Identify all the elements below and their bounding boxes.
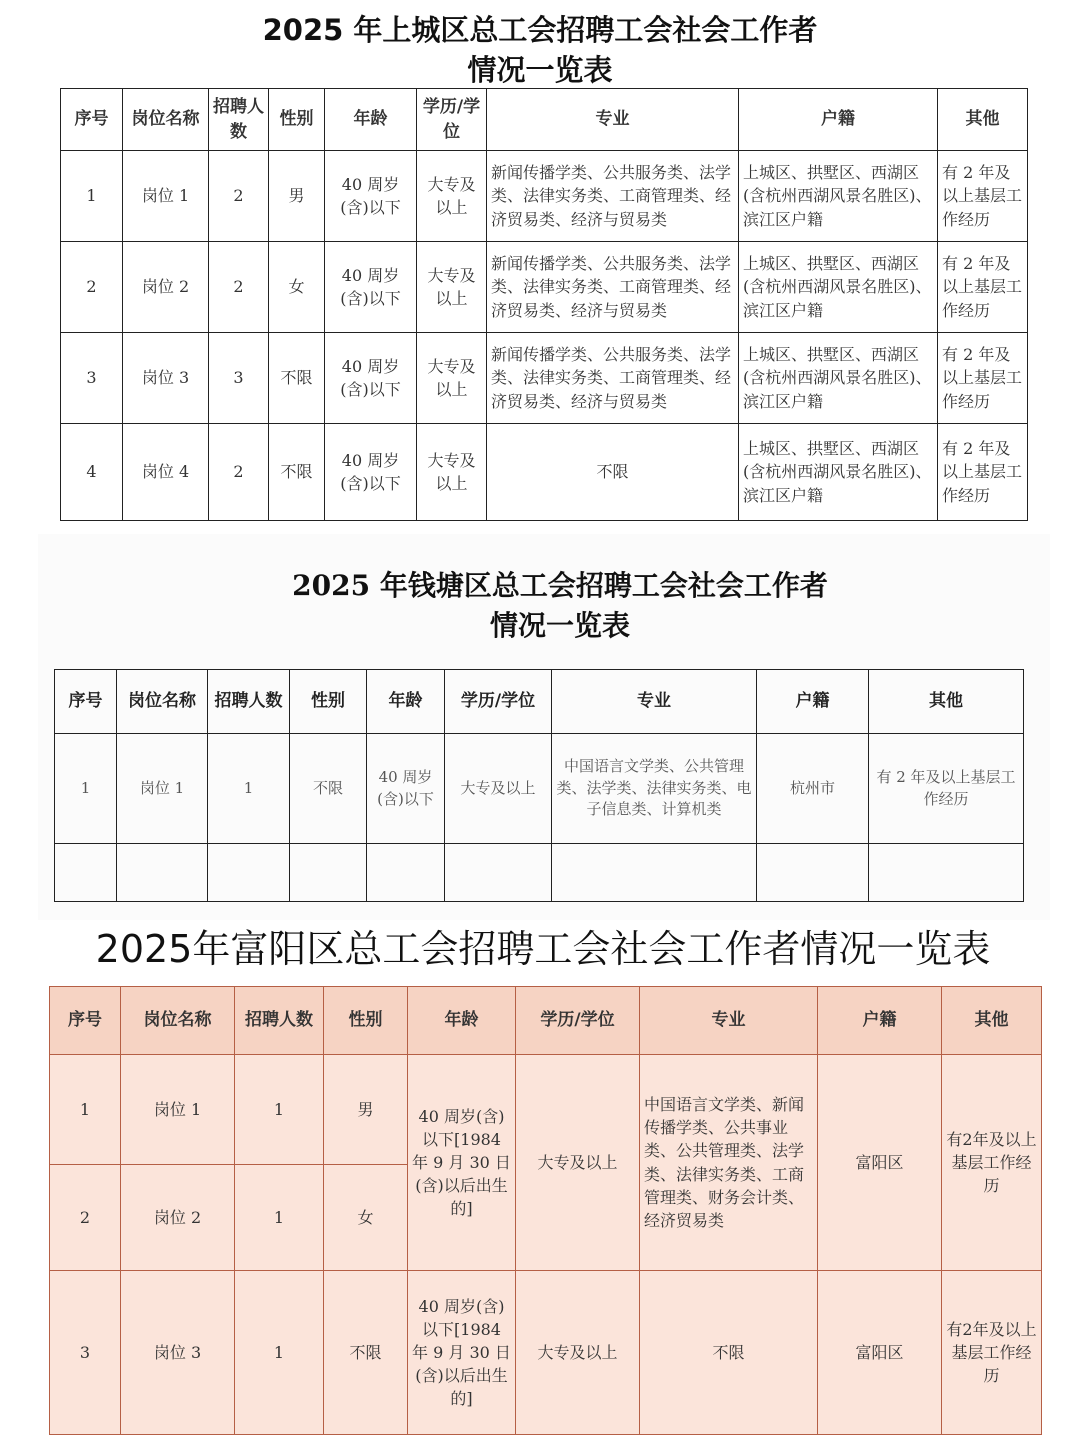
cell-empty bbox=[55, 844, 117, 902]
cell-count: 1 bbox=[208, 734, 290, 844]
header-education: 学历/学位 bbox=[445, 670, 552, 734]
header-position: 岗位名称 bbox=[117, 670, 208, 734]
cell-hukou: 上城区、拱墅区、西湖区(含杭州西湖风景名胜区)、滨江区户籍 bbox=[739, 424, 938, 521]
table-row bbox=[61, 151, 1028, 242]
header-education: 学历/学位 bbox=[417, 89, 487, 151]
cell-major: 新闻传播学类、公共服务类、法学类、法律实务类、工商管理类、经济贸易类、经济与贸易类 bbox=[487, 151, 739, 242]
cell-count: 1 bbox=[235, 1165, 324, 1271]
shangcheng-title-line1: 2025 年上城区总工会招聘工会社会工作者 bbox=[262, 13, 818, 47]
cell-other: 有2年及以上基层工作经历 bbox=[942, 1055, 1042, 1271]
cell-gender: 不限 bbox=[269, 333, 325, 424]
cell-empty bbox=[552, 844, 757, 902]
cell-major: 新闻传播学类、公共服务类、法学类、法律实务类、工商管理类、经济贸易类、经济与贸易类 bbox=[487, 333, 739, 424]
cell-count: 1 bbox=[235, 1271, 324, 1435]
cell-gender: 不限 bbox=[324, 1271, 408, 1435]
cell-position: 岗位 1 bbox=[123, 151, 209, 242]
cell-education: 大专及以上 bbox=[417, 151, 487, 242]
header-position: 岗位名称 bbox=[121, 987, 235, 1055]
header-education: 学历/学位 bbox=[516, 987, 640, 1055]
cell-empty bbox=[208, 844, 290, 902]
table-row bbox=[50, 1055, 1042, 1165]
cell-seq: 1 bbox=[55, 734, 117, 844]
header-major: 专业 bbox=[640, 987, 818, 1055]
cell-age: 40 周岁(含)以下 bbox=[367, 734, 445, 844]
cell-age: 40 周岁(含)以下 bbox=[325, 151, 417, 242]
header-seq: 序号 bbox=[55, 670, 117, 734]
shangcheng-title bbox=[0, 10, 1080, 90]
cell-empty bbox=[117, 844, 208, 902]
qiantang-title-line2: 情况一览表 bbox=[489, 609, 630, 642]
cell-education: 大专及以上 bbox=[417, 424, 487, 521]
cell-seq: 3 bbox=[50, 1271, 121, 1435]
header-gender: 性别 bbox=[324, 987, 408, 1055]
cell-position: 岗位 1 bbox=[121, 1055, 235, 1165]
header-position: 岗位名称 bbox=[123, 89, 209, 151]
cell-age: 40 周岁(含)以下[1984 年 9 月 30 日(含)以后出生的] bbox=[408, 1055, 516, 1271]
table-row bbox=[61, 242, 1028, 333]
cell-education: 大专及以上 bbox=[516, 1055, 640, 1271]
cell-count: 1 bbox=[235, 1055, 324, 1165]
cell-age: 40 周岁(含)以下 bbox=[325, 333, 417, 424]
header-seq: 序号 bbox=[50, 987, 121, 1055]
cell-major: 中国语言文学类、新闻传播学类、公共事业类、公共管理类、法学类、法律实务类、工商管理类、财务会计类、经济贸易类 bbox=[640, 1055, 818, 1271]
cell-position: 岗位 3 bbox=[123, 333, 209, 424]
cell-hukou: 上城区、拱墅区、西湖区(含杭州西湖风景名胜区)、滨江区户籍 bbox=[739, 333, 938, 424]
table-row bbox=[61, 424, 1028, 521]
header-other: 其他 bbox=[869, 670, 1024, 734]
cell-major: 不限 bbox=[487, 424, 739, 521]
header-major: 专业 bbox=[552, 670, 757, 734]
header-major: 专业 bbox=[487, 89, 739, 151]
cell-seq: 1 bbox=[50, 1055, 121, 1165]
header-count: 招聘人数 bbox=[235, 987, 324, 1055]
header-other: 其他 bbox=[938, 89, 1028, 151]
cell-hukou: 富阳区 bbox=[818, 1271, 942, 1435]
cell-hukou: 富阳区 bbox=[818, 1055, 942, 1271]
cell-seq: 2 bbox=[50, 1165, 121, 1271]
cell-education: 大专及以上 bbox=[417, 333, 487, 424]
cell-major: 不限 bbox=[640, 1271, 818, 1435]
header-count: 招聘人数 bbox=[209, 89, 269, 151]
cell-education: 大专及以上 bbox=[516, 1271, 640, 1435]
header-seq: 序号 bbox=[61, 89, 123, 151]
header-age: 年龄 bbox=[325, 89, 417, 151]
cell-hukou: 杭州市 bbox=[757, 734, 869, 844]
cell-empty bbox=[290, 844, 367, 902]
cell-education: 大专及以上 bbox=[417, 242, 487, 333]
cell-empty bbox=[445, 844, 552, 902]
cell-age: 40 周岁(含)以下[1984 年 9 月 30 日(含)以后出生的] bbox=[408, 1271, 516, 1435]
cell-hukou: 上城区、拱墅区、西湖区(含杭州西湖风景名胜区)、滨江区户籍 bbox=[739, 242, 938, 333]
cell-gender: 不限 bbox=[269, 424, 325, 521]
header-count: 招聘人数 bbox=[208, 670, 290, 734]
cell-gender: 女 bbox=[269, 242, 325, 333]
shangcheng-table bbox=[60, 88, 1028, 521]
cell-seq: 4 bbox=[61, 424, 123, 521]
table-row bbox=[50, 1271, 1042, 1435]
shangcheng-title-line2: 情况一览表 bbox=[467, 53, 613, 87]
qiantang-table bbox=[54, 669, 1024, 902]
cell-other: 有 2 年及以上基层工作经历 bbox=[938, 424, 1028, 521]
header-hukou: 户籍 bbox=[818, 987, 942, 1055]
cell-position: 岗位 3 bbox=[121, 1271, 235, 1435]
cell-gender: 不限 bbox=[290, 734, 367, 844]
cell-seq: 1 bbox=[61, 151, 123, 242]
cell-empty bbox=[869, 844, 1024, 902]
cell-count: 3 bbox=[209, 333, 269, 424]
cell-position: 岗位 4 bbox=[123, 424, 209, 521]
cell-count: 2 bbox=[209, 242, 269, 333]
header-age: 年龄 bbox=[367, 670, 445, 734]
cell-other: 有 2 年及以上基层工作经历 bbox=[938, 151, 1028, 242]
cell-position: 岗位 2 bbox=[121, 1165, 235, 1271]
cell-other: 有 2 年及以上基层工作经历 bbox=[869, 734, 1024, 844]
cell-empty bbox=[367, 844, 445, 902]
cell-other: 有 2 年及以上基层工作经历 bbox=[938, 242, 1028, 333]
table-header-row bbox=[55, 670, 1024, 734]
cell-seq: 2 bbox=[61, 242, 123, 333]
cell-seq: 3 bbox=[61, 333, 123, 424]
header-age: 年龄 bbox=[408, 987, 516, 1055]
table-header-row bbox=[50, 987, 1042, 1055]
header-gender: 性别 bbox=[269, 89, 325, 151]
header-hukou: 户籍 bbox=[757, 670, 869, 734]
qiantang-title-line1: 2025 年钱塘区总工会招聘工会社会工作者 bbox=[292, 569, 828, 602]
table-row bbox=[55, 734, 1024, 844]
cell-major: 中国语言文学类、公共管理类、法学类、法律实务类、电子信息类、计算机类 bbox=[552, 734, 757, 844]
table-row bbox=[61, 333, 1028, 424]
cell-gender: 女 bbox=[324, 1165, 408, 1271]
cell-count: 2 bbox=[209, 151, 269, 242]
cell-gender: 男 bbox=[324, 1055, 408, 1165]
table-row-empty bbox=[55, 844, 1024, 902]
header-other: 其他 bbox=[942, 987, 1042, 1055]
cell-education: 大专及以上 bbox=[445, 734, 552, 844]
header-hukou: 户籍 bbox=[739, 89, 938, 151]
cell-position: 岗位 1 bbox=[117, 734, 208, 844]
fuyang-title: 2025年富阳区总工会招聘工会社会工作者情况一览表 bbox=[95, 927, 991, 971]
qiantang-title bbox=[0, 566, 1080, 646]
cell-empty bbox=[757, 844, 869, 902]
table-header-row bbox=[61, 89, 1028, 151]
cell-age: 40 周岁(含)以下 bbox=[325, 424, 417, 521]
cell-count: 2 bbox=[209, 424, 269, 521]
cell-gender: 男 bbox=[269, 151, 325, 242]
cell-other: 有 2 年及以上基层工作经历 bbox=[938, 333, 1028, 424]
cell-other: 有2年及以上基层工作经历 bbox=[942, 1271, 1042, 1435]
cell-position: 岗位 2 bbox=[123, 242, 209, 333]
cell-hukou: 上城区、拱墅区、西湖区(含杭州西湖风景名胜区)、滨江区户籍 bbox=[739, 151, 938, 242]
header-gender: 性别 bbox=[290, 670, 367, 734]
fuyang-table bbox=[49, 986, 1042, 1435]
cell-age: 40 周岁(含)以下 bbox=[325, 242, 417, 333]
cell-major: 新闻传播学类、公共服务类、法学类、法律实务类、工商管理类、经济贸易类、经济与贸易类 bbox=[487, 242, 739, 333]
